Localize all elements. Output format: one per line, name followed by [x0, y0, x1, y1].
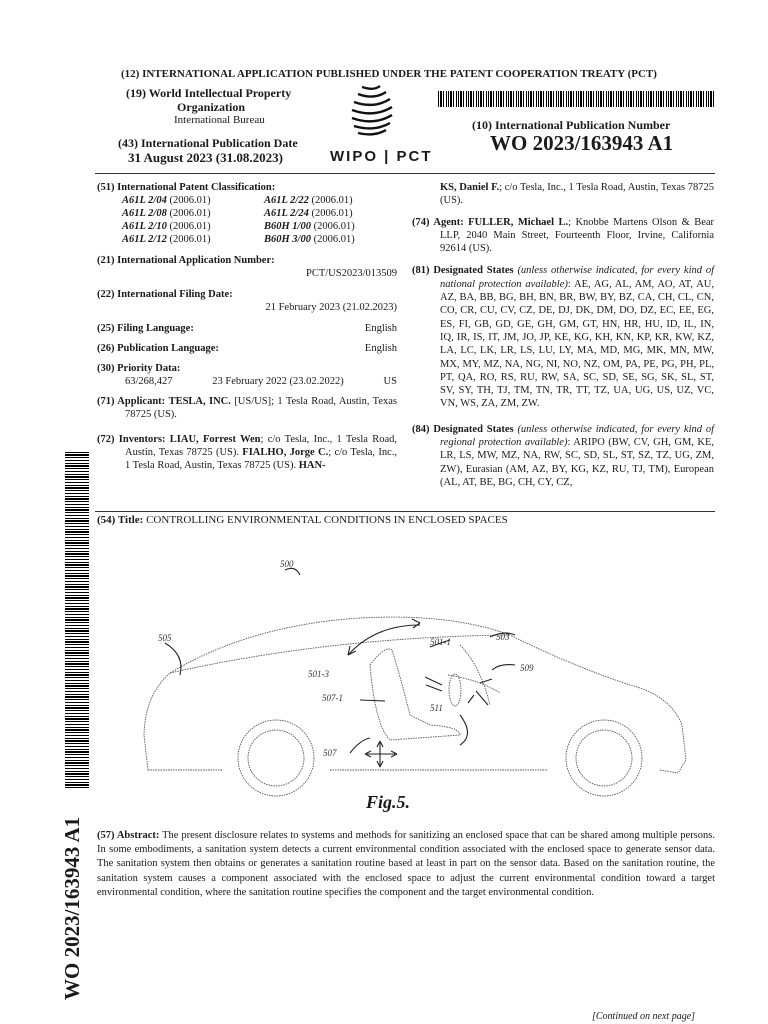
pub-num-label: (10) International Publication Number [472, 118, 671, 132]
fig-label: 507 [323, 748, 337, 758]
org-name-line1: (19) World Intellectual Property [126, 86, 292, 100]
pub-lang-row: (26) Publication Language: English [97, 343, 397, 354]
ipc-item: A61L 2/04 (2006.01) [122, 195, 211, 206]
ipc-item: B60H 1/00 (2006.01) [264, 221, 355, 232]
treaty-heading: (12) INTERNATIONAL APPLICATION PUBLISHED UNDER THE PATENT COOPERATION TREATY (PCT) [121, 68, 657, 80]
wipo-emblem-icon [336, 82, 416, 152]
pub-date-label: (43) International Publication Date [118, 136, 298, 150]
title-rule [95, 511, 715, 512]
app-num: PCT/US2023/013509 [305, 268, 397, 279]
filing-lang-row: (25) Filing Language: English [97, 323, 397, 334]
fig-label: 509 [520, 663, 534, 673]
fig-label: 511 [430, 703, 443, 713]
ipc-item: B60H 3/00 (2006.01) [264, 234, 355, 245]
fig-label: 503 [496, 632, 510, 642]
ipc-item: A61L 2/22 (2006.01) [264, 195, 353, 206]
priority-row: 63/268,427 23 February 2022 (23.02.2022) US [125, 376, 397, 387]
barcode-side [65, 452, 89, 790]
pub-date: 31 August 2023 (31.08.2023) [128, 150, 283, 165]
fig-label: 500 [280, 559, 294, 569]
filing-date: 21 February 2023 (21.02.2023) [265, 302, 397, 313]
inventor-continued: KS, Daniel F.; c/o Tesla, Inc., 1 Tesla Road, Austin, Texas 78725 (US). [440, 182, 715, 207]
car-drawing [130, 555, 700, 825]
abstract: (57) Abstract: The present disclosure relates to systems and methods for sanitizing an enclosed space that can be shared among multiple persons. In some embodiments, a sanitation system detects a current environmental condition associated with the enclosed space to generate sensor data. The sanitation system then obtains or generates a sanitation routine based at least in part on the sensor data. Based on the sanitation routine, the sanitation system causes a component associated with the enclosed space to adjust the current environmental condition toward a target environmental condition, where the sanitation routine specifies the component and the target environmental condition. [97, 830, 715, 898]
fig-label: 501-1 [430, 637, 451, 647]
app-num-label: (21) International Application Number: [97, 255, 275, 266]
ipc-label: (51) International Patent Classification: [97, 182, 276, 193]
filing-date-label: (22) International Filing Date: [97, 289, 233, 300]
applicant: (71) Applicant: TESLA, INC. [US/US]; 1 Tesla Road, Austin, Texas 78725 (US). [97, 396, 398, 420]
fig-label: 505 [158, 633, 172, 643]
right-column [412, 181, 714, 489]
wipo-wordmark: WIPO | PCT [330, 148, 433, 165]
figure-caption: Fig.5. [366, 792, 411, 812]
header-rule [95, 173, 715, 174]
fig-label: 501-3 [308, 669, 329, 679]
designated-states-regional: (84) Designated States (unless otherwise indicated, for every kind of regional protection available): ARIPO (BW, CV, GH, GM, KE, LR, LS, MW, MZ, NA, RW, SC, SD, SL, ST, SZ, TZ, UG, ZM, ZW), Eurasian (AM, AZ, BY, KG, KZ, RU, TJ, TM), European (AL, AT, BE, BG, CH, CY, CZ, [412, 423, 714, 488]
ipc-item: A61L 2/12 (2006.01) [122, 234, 211, 245]
fig-label: 507-1 [322, 693, 343, 703]
wipo-logo [336, 82, 416, 152]
ipc-item: A61L 2/24 (2006.01) [264, 208, 353, 219]
ipc-item: A61L 2/08 (2006.01) [122, 208, 211, 219]
inventors: (72) Inventors: LIAU, Forrest Wen; c/o Tesla, Inc., 1 Tesla Road, Austin, Texas 78725 (US). FIALHO, Jorge C.; c/o Tesla, Inc., 1 Tesla Road, Austin, Texas 78725 (US). HAN- [97, 434, 397, 471]
figure-5 [130, 555, 700, 825]
ipc-list [122, 194, 397, 246]
title: (54) Title: CONTROLLING ENVIRONMENTAL CONDITIONS IN ENCLOSED SPACES [97, 514, 508, 526]
pub-num: WO 2023/163943 A1 [490, 131, 674, 155]
left-column [97, 181, 397, 472]
continued-note: [Continued on next page] [592, 1011, 696, 1022]
agent: (74) Agent: FULLER, Michael L.; Knobbe Martens Olson & Bear LLP, 2040 Main Street, Fourteenth Floor, Irvine, California 92614 (US). [412, 216, 715, 255]
side-pub-number: WO 2023/163943 A1 [60, 816, 84, 1000]
ipc-item: A61L 2/10 (2006.01) [122, 221, 211, 232]
priority-label: (30) Priority Data: [97, 363, 181, 374]
barcode-top [438, 91, 714, 107]
org-name-line3: International Bureau [174, 114, 265, 126]
org-name-line2: Organization [177, 100, 245, 114]
designated-states-national: (81) Designated States (unless otherwise indicated, for every kind of national protection available): AE, AG, AL, AM, AO, AT, AU, AZ, BA, BB, BG, BH, BN, BR, BW, BY, BZ, CA, CH, CL, CN, CO, CR, CU, CV, CZ, DE, DJ, DK, DM, DO, DZ, EC, EE, EG, ES, FI, GB, GD, GE, GH, GM, GT, HN, HR, HU, ID, IL, IN, IQ, IR, IS, IT, JM, JO, JP, KE, KG, KH, KN, KP, KR, KW, KZ, LA, LC, LK, LR, LS, LU, LY, MA, MD, MG, MK, MN, MW, MX, MY, MZ, NA, NG, NI, NO, NZ, OM, PA, PE, PG, PH, PL, PT, QA, RO, RS, RU, RW, SA, SC, SD, SE, SG, SK, SL, ST, SV, SY, TH, TJ, TM, TN, TR, TT, TZ, UA, UG, US, UZ, VC, VN, WS, ZA, ZM, ZW. [412, 265, 714, 410]
